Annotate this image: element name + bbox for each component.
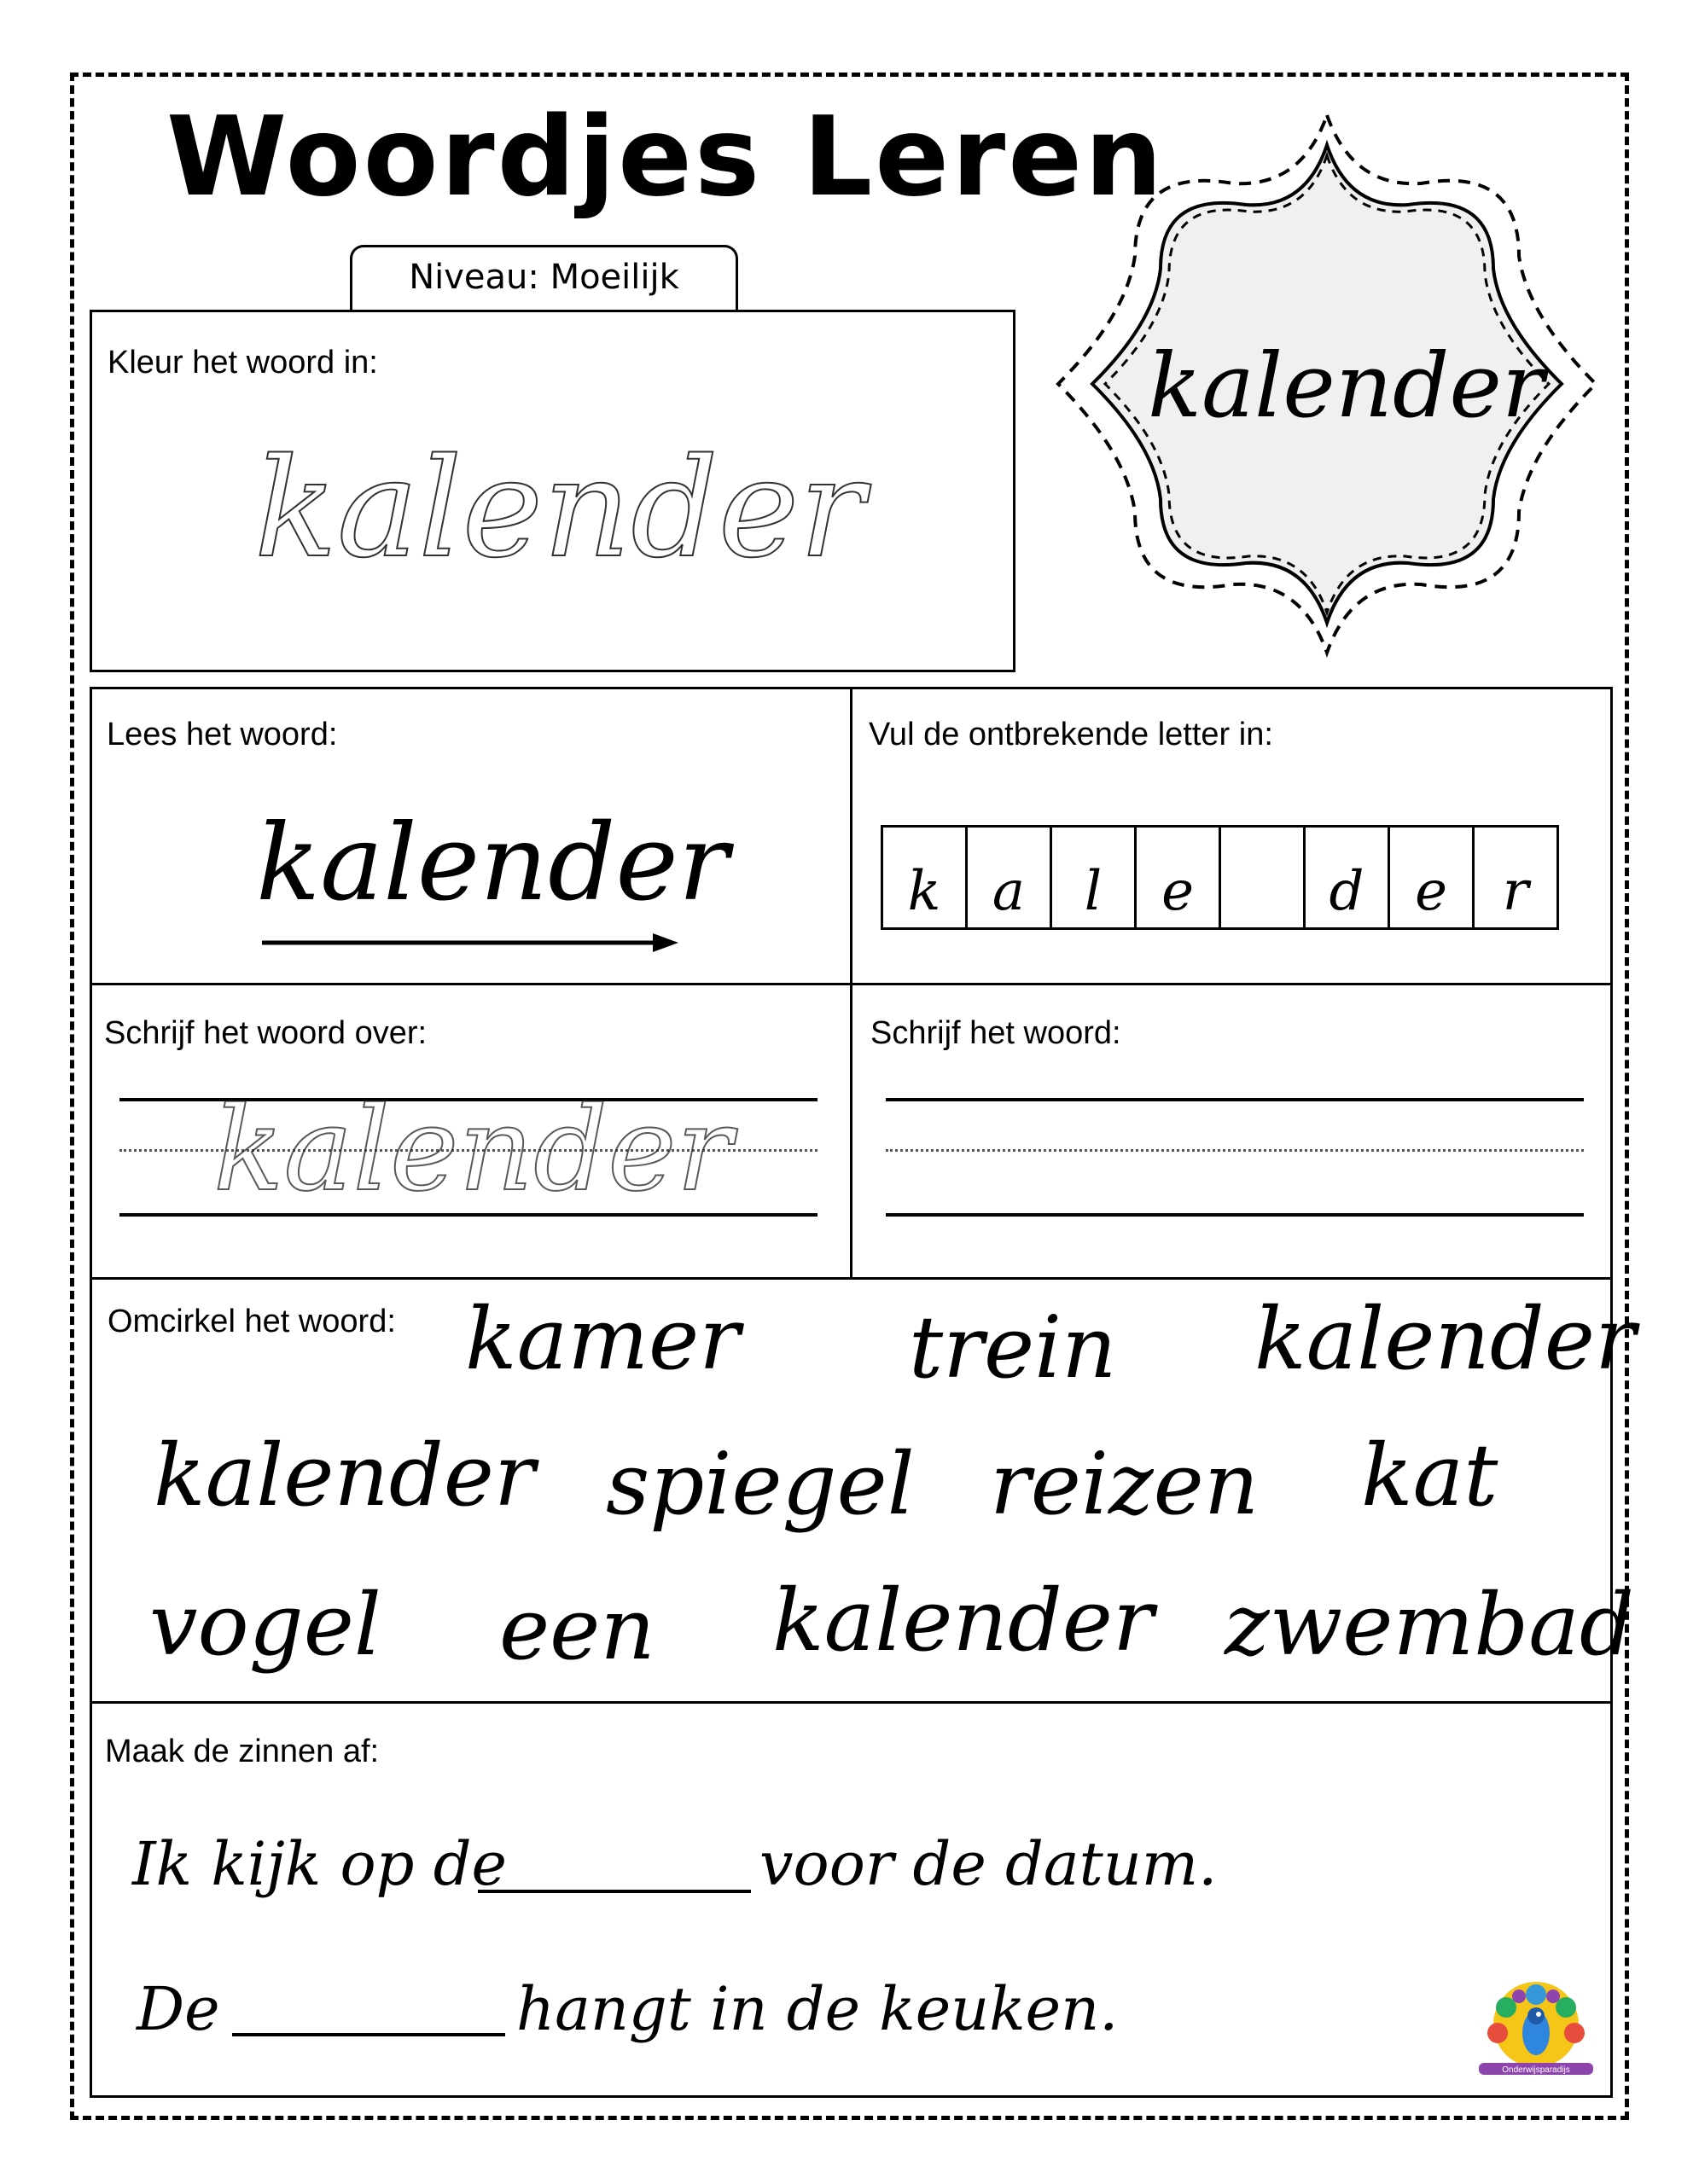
arrow-right-icon [260,930,687,956]
sentence-label: Maak de zinnen af: [105,1734,380,1769]
writing-line-bottom [886,1213,1584,1217]
sentence-1-end: voor de datum. [759,1829,1218,1899]
word-option[interactable]: zwembad [1225,1575,1634,1675]
letter-cell: r [1472,825,1559,930]
circle-label: Omcirkel het woord: [108,1304,396,1339]
fill-letter-label: Vul de ontbrekende letter in: [869,717,1273,752]
copy-label: Schrijf het woord over: [104,1015,428,1051]
sentence-1-blank[interactable] [478,1890,751,1893]
color-in-section [90,310,1015,672]
missing-letter-cell[interactable] [1219,825,1306,930]
word-option[interactable]: kat [1361,1426,1498,1525]
page-title: Woordjes Leren [166,94,1166,221]
letter-cell: d [1303,825,1390,930]
peacock-icon [1472,1978,1600,2088]
letter-cell: l [1050,825,1137,930]
logo-text: Onderwijsparadijs [1502,2065,1570,2075]
sentence-2-start: De [137,1974,220,2044]
word-option[interactable]: kalender [772,1571,1154,1670]
word-option[interactable]: kalender [154,1426,535,1525]
word-option[interactable]: vogel [149,1575,381,1675]
letter-cells [883,825,1559,930]
word-option[interactable]: kamer [465,1289,741,1389]
grid-horizontal-divider [90,983,1613,985]
sentence-1-start: Ik kijk op de [132,1829,507,1899]
word-option[interactable]: kalender [1254,1289,1636,1389]
read-label: Lees het woord: [107,717,338,752]
writing-line-middle [886,1149,1584,1152]
read-word: kalender [256,802,730,925]
traceable-word[interactable]: kalender [213,1083,732,1217]
level-tab: Niveau: Moeilijk [350,245,738,311]
word-option[interactable]: een [499,1579,655,1679]
letter-cell: e [1388,825,1475,930]
sentence-2-blank[interactable] [232,2033,505,2036]
word-option[interactable]: trein [909,1298,1117,1397]
letter-cell: k [881,825,968,930]
word-option[interactable]: spiegel [606,1434,915,1534]
color-in-label: Kleur het woord in: [108,345,378,380]
writing-line-top[interactable] [886,1098,1584,1101]
write-label: Schrijf het woord: [870,1015,1121,1051]
outlined-word[interactable]: kalender [254,428,864,588]
word-option[interactable]: reizen [990,1434,1260,1534]
badge-word: kalender [1148,334,1545,438]
sentence-2-end: hangt in de keuken. [516,1974,1119,2044]
letter-cell: a [965,825,1052,930]
letter-cell: e [1134,825,1221,930]
